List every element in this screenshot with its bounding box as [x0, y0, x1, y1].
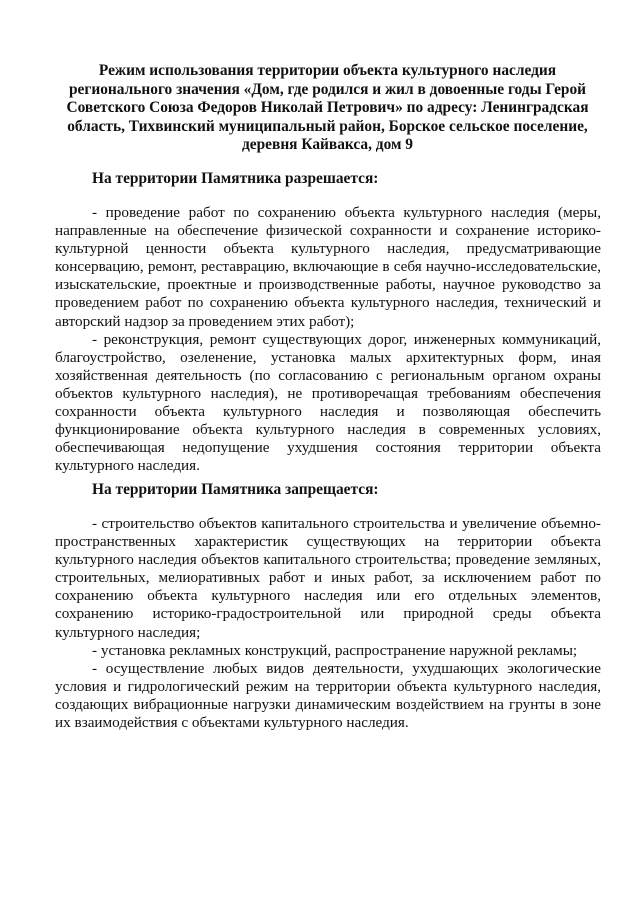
allowed-heading: На территории Памятника разрешается:: [92, 170, 379, 187]
document-title: Режим использования территории объекта культурного наследия регионального значения «Дом, где родился и жил в довоенные годы Герой Советского Союза Федоров Николай Петрович» по адресу: Ленинградская область, Тихвинский муниципальный район, Борское сельское поселение, деревня Кайвакса, дом 9: [66, 62, 589, 154]
allowed-section: [55, 204, 601, 475]
forbidden-item-construction: - строительство объектов капитального строительства и увеличение объемно-пространственных характеристик существующих на территории объекта культурного наследия объектов капитального строительства; проведение земляных, строительных, мелиоративных работ и иных работ, за исключением работ по сохранению объекта культурного наследия или его отдельных элементов, сохранению историко-градостроительной или природной среды объекта культурного наследия;: [55, 515, 601, 641]
allowed-item-reconstruction: - реконструкция, ремонт существующих дорог, инженерных коммуникаций, благоустройство, озеленение, установка малых архитектурных форм, иная хозяйственная деятельность (по согласованию с региональным органом охраны объектов культурного наследия), не противоречащая требованиям обеспечения сохранности объекта культурного наследия и позволяющая обеспечить функционирование объекта культурного наследия в современных условиях, обеспечивающая недопущение ухудшения состояния территории объекта культурного наследия.: [55, 330, 601, 475]
forbidden-heading: На территории Памятника запрещается:: [92, 481, 379, 498]
allowed-item-preservation: - проведение работ по сохранению объекта культурного наследия (меры, направленные на обеспечение физической сохранности и сохранение историко-культурной ценности объекта культурного наследия, предусматривающие консервацию, ремонт, реставрацию, включающие в себя научно-исследовательские, изыскательские, проектные и производственные работы, научное руководство за проведением работ по сохранению объекта культурного наследия, технический и авторский надзор за проведением этих работ);: [55, 204, 601, 330]
forbidden-item-advertising: - установка рекламных конструкций, распространение наружной рекламы;: [92, 641, 578, 659]
forbidden-item-ecology: - осуществление любых видов деятельности, ухудшающих экологические условия и гидрологический режим на территории объекта культурного наследия, создающих вибрационные нагрузки динамическим воздействием на грунты в зоне их взаимодействия с объектами культурного наследия.: [55, 659, 601, 732]
forbidden-section: [55, 515, 601, 732]
